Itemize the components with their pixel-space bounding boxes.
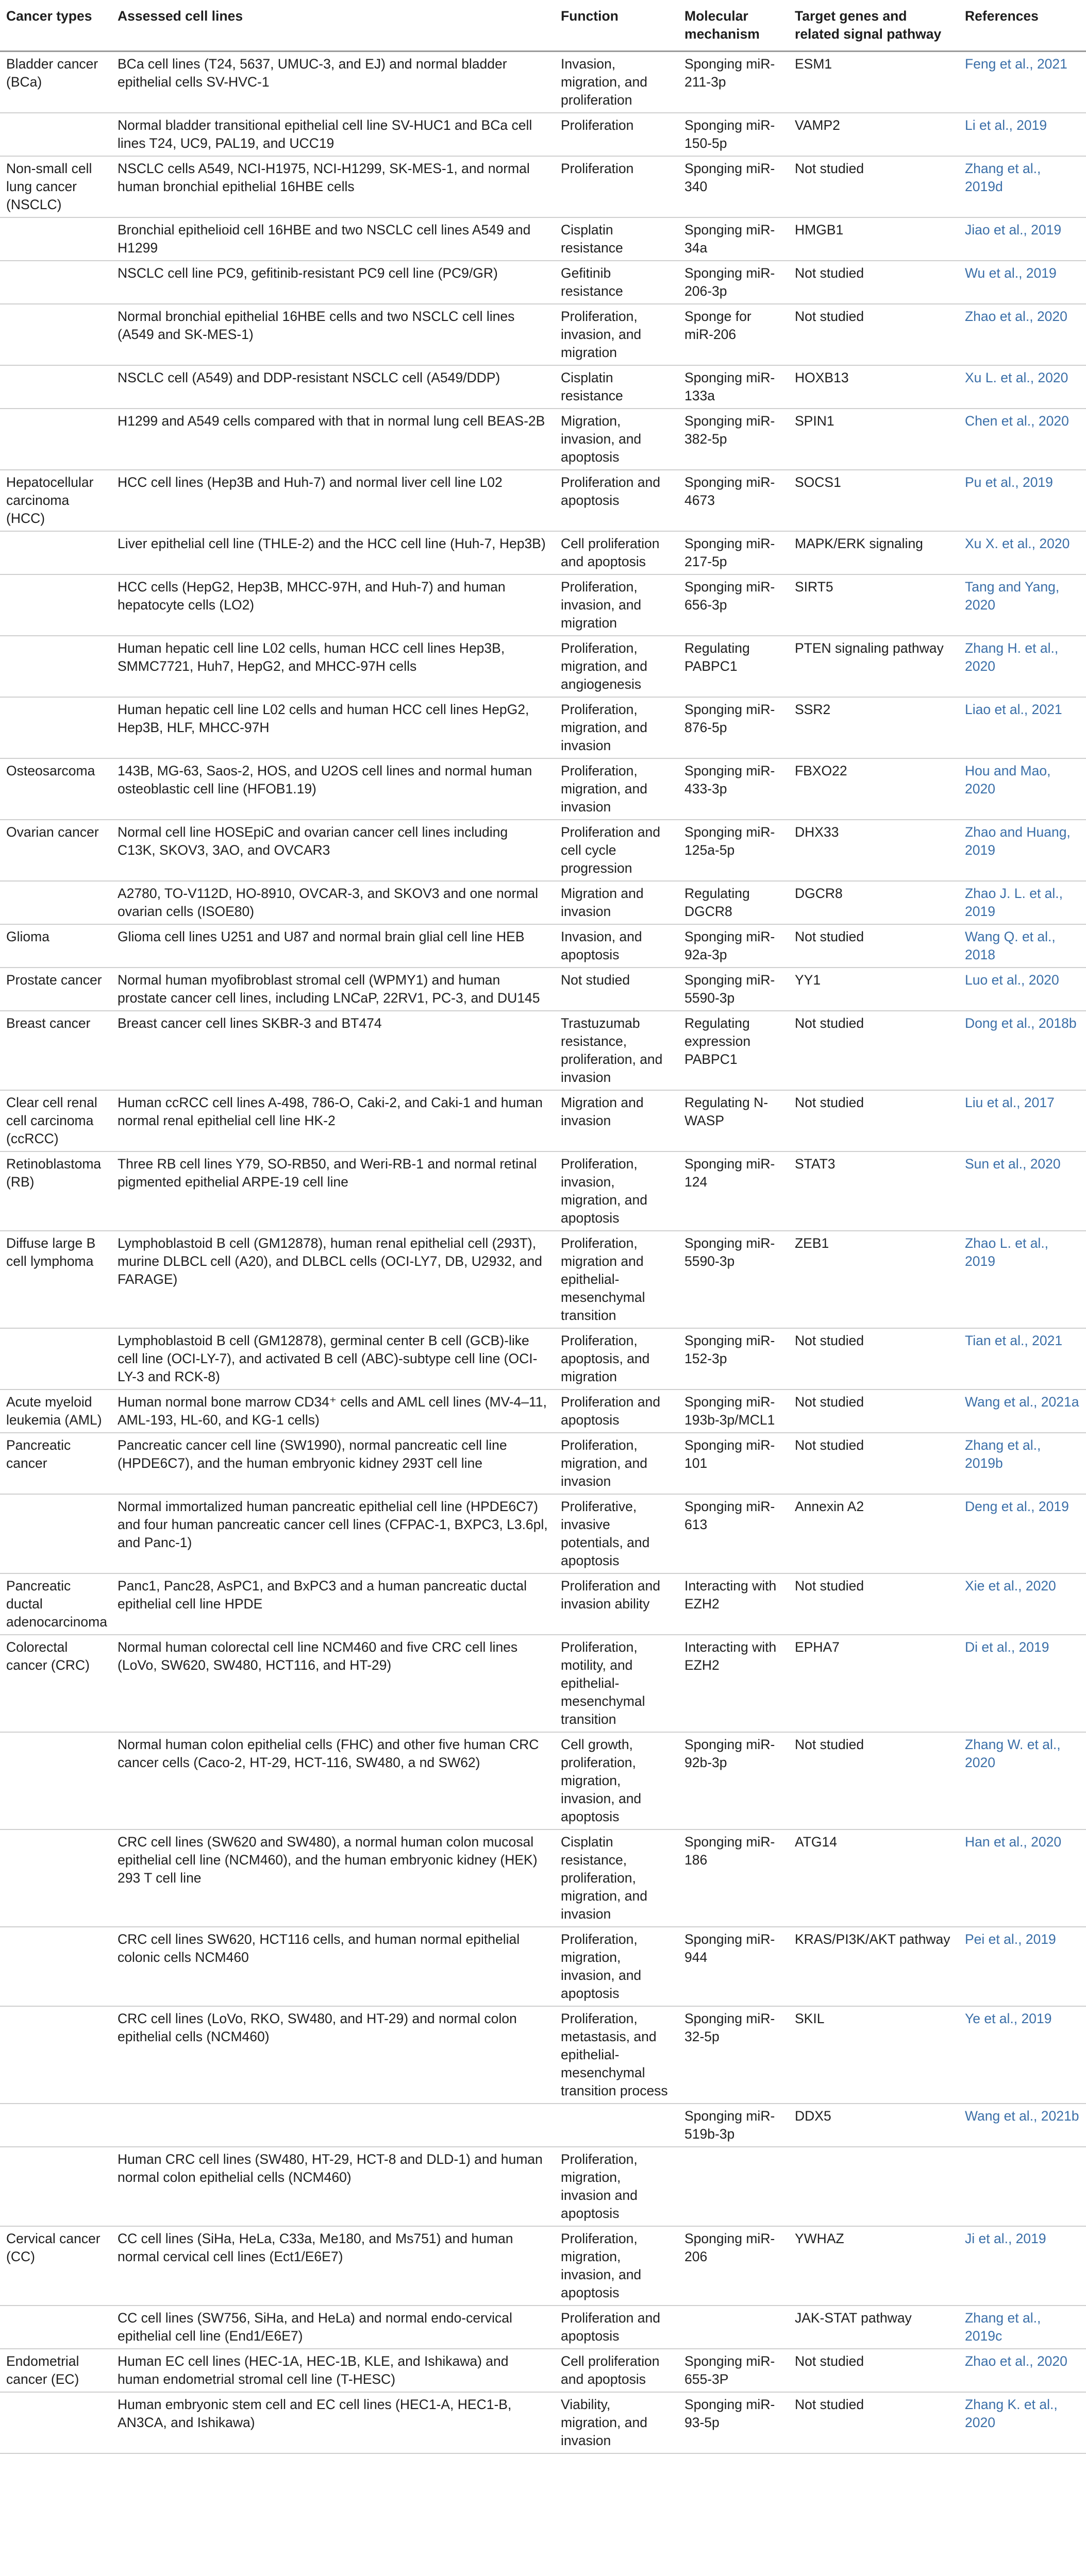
cell-lines-cell: Normal bronchial epithelial 16HBE cells and two NSCLC cell lines (A549 and SK-MES-1) <box>111 304 555 365</box>
mechanism-cell: Sponging miR-206 <box>678 2226 789 2306</box>
mechanism-cell: Sponging miR-34a <box>678 217 789 261</box>
table-row <box>0 2147 1086 2226</box>
cell-lines-cell: Human hepatic cell line L02 cells and human HCC cell lines HepG2, Hep3B, HLF, MHCC-97H <box>111 697 555 758</box>
table-row <box>0 217 1086 261</box>
cancer-type-cell <box>0 1494 111 1573</box>
reference-cell: Xie et al., 2020 <box>959 1573 1086 1635</box>
cell-lines-cell: CC cell lines (SW756, SiHa, and HeLa) and normal endo-cervical epithelial cell line (End1/E6E7) <box>111 2306 555 2349</box>
cell-lines-cell: NSCLC cell (A549) and DDP-resistant NSCLC cell (A549/DDP) <box>111 365 555 409</box>
mechanism-cell: Sponging miR-124 <box>678 1151 789 1231</box>
table-row <box>0 2104 1086 2147</box>
mechanism-cell: Sponging miR-92a-3p <box>678 924 789 968</box>
cancer-type-cell <box>0 1829 111 1927</box>
mechanism-cell: Sponging miR-340 <box>678 156 789 217</box>
function-cell: Proliferation, migration, and angiogenesis <box>555 636 678 697</box>
function-cell: Proliferation, migration, invasion and apoptosis <box>555 2147 678 2226</box>
cancer-type-cell: Cervical cancer (CC) <box>0 2226 111 2306</box>
table-row <box>0 113 1086 156</box>
table-row <box>0 924 1086 968</box>
table-row <box>0 304 1086 365</box>
table-row <box>0 697 1086 758</box>
reference-cell: Wang Q. et al., 2018 <box>959 924 1086 968</box>
table-row <box>0 365 1086 409</box>
function-cell: Migration and invasion <box>555 1090 678 1151</box>
target-gene-cell: Not studied <box>789 1328 959 1389</box>
table-row <box>0 881 1086 924</box>
function-cell: Proliferation, motility, and epithelial-mesenchymal transition <box>555 1635 678 1732</box>
cell-lines-cell: Glioma cell lines U251 and U87 and normal brain glial cell line HEB <box>111 924 555 968</box>
cancer-type-cell: Acute myeloid leukemia (AML) <box>0 1389 111 1433</box>
target-gene-cell: DDX5 <box>789 2104 959 2147</box>
mechanism-cell: Sponging miR-186 <box>678 1829 789 1927</box>
mechanism-cell: Sponging miR-32-5p <box>678 2006 789 2104</box>
cancer-type-cell: Breast cancer <box>0 1011 111 1090</box>
reference-cell: Li et al., 2019 <box>959 113 1086 156</box>
target-gene-cell: ZEB1 <box>789 1231 959 1328</box>
table-row <box>0 2349 1086 2392</box>
cancer-type-cell <box>0 2104 111 2147</box>
function-cell: Invasion, and apoptosis <box>555 924 678 968</box>
table-row <box>0 2006 1086 2104</box>
function-cell: Proliferation, migration, and invasion <box>555 758 678 820</box>
cancer-type-cell <box>0 636 111 697</box>
table-row <box>0 1732 1086 1829</box>
mechanism-cell: Sponge for miR-206 <box>678 304 789 365</box>
reference-cell: Zhao L. et al., 2019 <box>959 1231 1086 1328</box>
header-assessed-cell-lines: Assessed cell lines <box>111 0 555 52</box>
function-cell: Proliferation, invasion, migration, and apoptosis <box>555 1151 678 1231</box>
target-gene-cell: Not studied <box>789 2392 959 2453</box>
target-gene-cell <box>789 2147 959 2226</box>
mechanism-cell: Sponging miR-193b-3p/MCL1 <box>678 1389 789 1433</box>
reference-cell: Zhang et al., 2019c <box>959 2306 1086 2349</box>
function-cell: Not studied <box>555 968 678 1011</box>
reference-cell: Wu et al., 2019 <box>959 261 1086 304</box>
table-row <box>0 1494 1086 1573</box>
table-row <box>0 261 1086 304</box>
mechanism-cell: Sponging miR-655-3P <box>678 2349 789 2392</box>
target-gene-cell: PTEN signaling pathway <box>789 636 959 697</box>
mechanism-cell: Sponging miR-944 <box>678 1927 789 2006</box>
cell-lines-cell: CC cell lines (SiHa, HeLa, C33a, Me180, and Ms751) and human normal cervical cell lines (Ect1/E6E7) <box>111 2226 555 2306</box>
function-cell: Cell proliferation and apoptosis <box>555 531 678 574</box>
function-cell: Cisplatin resistance <box>555 365 678 409</box>
reference-cell: Pu et al., 2019 <box>959 470 1086 531</box>
table-row <box>0 1231 1086 1328</box>
table-row <box>0 2226 1086 2306</box>
function-cell: Cell proliferation and apoptosis <box>555 2349 678 2392</box>
cell-lines-cell <box>111 2104 555 2147</box>
mechanism-cell: Sponging miR-876-5p <box>678 697 789 758</box>
cell-lines-cell: CRC cell lines SW620, HCT116 cells, and human normal epithelial colonic cells NCM460 <box>111 1927 555 2006</box>
function-cell: Viability, migration, and invasion <box>555 2392 678 2453</box>
cell-lines-cell: Normal human colon epithelial cells (FHC) and other five human CRC cancer cells (Caco-2, HT-29, HCT-116, SW480, a nd SW62) <box>111 1732 555 1829</box>
reference-cell: Zhang W. et al., 2020 <box>959 1732 1086 1829</box>
target-gene-cell: Not studied <box>789 304 959 365</box>
mechanism-cell: Sponging miR-125a-5p <box>678 820 789 881</box>
reference-cell: Zhao et al., 2020 <box>959 2349 1086 2392</box>
reference-cell: Xu X. et al., 2020 <box>959 531 1086 574</box>
target-gene-cell: SOCS1 <box>789 470 959 531</box>
target-gene-cell: Not studied <box>789 1011 959 1090</box>
header-row <box>0 0 1086 52</box>
function-cell: Proliferation, apoptosis, and migration <box>555 1328 678 1389</box>
mechanism-cell: Sponging miR-519b-3p <box>678 2104 789 2147</box>
reference-cell: Han et al., 2020 <box>959 1829 1086 1927</box>
function-cell: Proliferation, migration, invasion, and apoptosis <box>555 1927 678 2006</box>
function-cell: Cisplatin resistance <box>555 217 678 261</box>
header-molecular-mechanism: Molecular mechanism <box>678 0 789 52</box>
function-cell: Proliferation, invasion, and migration <box>555 574 678 636</box>
mechanism-cell: Sponging miR-5590-3p <box>678 968 789 1011</box>
cancer-type-cell: Ovarian cancer <box>0 820 111 881</box>
target-gene-cell: SKIL <box>789 2006 959 2104</box>
cell-lines-cell: Normal human myofibroblast stromal cell (WPMY1) and human prostate cancer cell lines, including LNCaP, 22RV1, PC-3, and DU145 <box>111 968 555 1011</box>
target-gene-cell: Not studied <box>789 1389 959 1433</box>
mechanism-cell <box>678 2147 789 2226</box>
cancer-type-cell <box>0 1732 111 1829</box>
cell-lines-cell: Bronchial epithelioid cell 16HBE and two NSCLC cell lines A549 and H1299 <box>111 217 555 261</box>
mechanism-cell: Sponging miR-92b-3p <box>678 1732 789 1829</box>
cell-lines-cell: Human hepatic cell line L02 cells, human HCC cell lines Hep3B, SMMC7721, Huh7, HepG2, and MHCC-97H cells <box>111 636 555 697</box>
target-gene-cell: Not studied <box>789 1732 959 1829</box>
cell-lines-cell: Human EC cell lines (HEC-1A, HEC-1B, KLE, and Ishikawa) and human endometrial stromal cell line (T-HESC) <box>111 2349 555 2392</box>
table-row <box>0 636 1086 697</box>
cell-lines-cell: Lymphoblastoid B cell (GM12878), germinal center B cell (GCB)-like cell line (OCI-LY-7), and activated B cell (ABC)-subtype cell line (OCI-LY-3 and RCK-8) <box>111 1328 555 1389</box>
mechanism-cell: Regulating DGCR8 <box>678 881 789 924</box>
target-gene-cell: Not studied <box>789 1090 959 1151</box>
target-gene-cell: Not studied <box>789 261 959 304</box>
target-gene-cell: Not studied <box>789 924 959 968</box>
cancer-type-cell: Diffuse large B cell lymphoma <box>0 1231 111 1328</box>
function-cell: Proliferation and cell cycle progression <box>555 820 678 881</box>
cell-lines-cell: Normal bladder transitional epithelial cell line SV-HUC1 and BCa cell lines T24, UC9, PAL19, and UCC19 <box>111 113 555 156</box>
cancer-type-cell <box>0 881 111 924</box>
reference-cell: Feng et al., 2021 <box>959 52 1086 113</box>
header-references: References <box>959 0 1086 52</box>
function-cell: Gefitinib resistance <box>555 261 678 304</box>
cancer-type-cell <box>0 2147 111 2226</box>
reference-cell: Ji et al., 2019 <box>959 2226 1086 2306</box>
mechanism-cell: Interacting with EZH2 <box>678 1573 789 1635</box>
function-cell: Proliferative, invasive potentials, and apoptosis <box>555 1494 678 1573</box>
header-target-genes: Target genes and related signal pathway <box>789 0 959 52</box>
target-gene-cell: YY1 <box>789 968 959 1011</box>
mechanism-cell: Sponging miR-211-3p <box>678 52 789 113</box>
reference-cell: Hou and Mao, 2020 <box>959 758 1086 820</box>
reference-cell: Deng et al., 2019 <box>959 1494 1086 1573</box>
cancer-type-cell <box>0 113 111 156</box>
reference-cell: Wang et al., 2021a <box>959 1389 1086 1433</box>
cell-lines-cell: Normal immortalized human pancreatic epithelial cell line (HPDE6C7) and four human pancreatic cancer cell lines (CFPAC-1, BXPC3, L3.6pl, and Panc-1) <box>111 1494 555 1573</box>
reference-cell: Tang and Yang, 2020 <box>959 574 1086 636</box>
target-gene-cell: ATG14 <box>789 1829 959 1927</box>
reference-cell <box>959 2147 1086 2226</box>
cell-lines-cell: HCC cells (HepG2, Hep3B, MHCC-97H, and Huh-7) and human hepatocyte cells (LO2) <box>111 574 555 636</box>
cell-lines-cell: NSCLC cell line PC9, gefitinib-resistant PC9 cell line (PC9/GR) <box>111 261 555 304</box>
table-body <box>0 52 1086 2454</box>
cell-lines-cell: Breast cancer cell lines SKBR-3 and BT474 <box>111 1011 555 1090</box>
target-gene-cell: EPHA7 <box>789 1635 959 1732</box>
function-cell: Cisplatin resistance, proliferation, migration, and invasion <box>555 1829 678 1927</box>
cell-lines-cell: Pancreatic cancer cell line (SW1990), normal pancreatic cell line (HPDE6C7), and the human embryonic kidney 293T cell line <box>111 1433 555 1494</box>
target-gene-cell: KRAS/PI3K/AKT pathway <box>789 1927 959 2006</box>
function-cell: Proliferation <box>555 113 678 156</box>
mechanism-cell: Sponging miR-152-3p <box>678 1328 789 1389</box>
cell-lines-cell: NSCLC cells A549, NCI-H1975, NCI-H1299, SK-MES-1, and normal human bronchial epithelial 16HBE cells <box>111 156 555 217</box>
target-gene-cell: SPIN1 <box>789 409 959 470</box>
reference-cell: Tian et al., 2021 <box>959 1328 1086 1389</box>
cancer-type-cell <box>0 2006 111 2104</box>
function-cell: Proliferation and apoptosis <box>555 1389 678 1433</box>
reference-cell: Zhao et al., 2020 <box>959 304 1086 365</box>
target-gene-cell: HOXB13 <box>789 365 959 409</box>
mechanism-cell: Sponging miR-133a <box>678 365 789 409</box>
table-row <box>0 1389 1086 1433</box>
cancer-type-cell: Clear cell renal cell carcinoma (ccRCC) <box>0 1090 111 1151</box>
table-row <box>0 1829 1086 1927</box>
table-row <box>0 968 1086 1011</box>
cancer-type-cell: Prostate cancer <box>0 968 111 1011</box>
function-cell: Proliferation, migration, invasion, and apoptosis <box>555 2226 678 2306</box>
cancer-type-cell <box>0 574 111 636</box>
cell-lines-cell: CRC cell lines (SW620 and SW480), a normal human colon mucosal epithelial cell line (NCM460), and the human embryonic kidney (HEK) 293 T cell line <box>111 1829 555 1927</box>
mechanism-cell: Sponging miR-101 <box>678 1433 789 1494</box>
reference-cell: Zhang et al., 2019b <box>959 1433 1086 1494</box>
target-gene-cell: Not studied <box>789 2349 959 2392</box>
target-gene-cell: SSR2 <box>789 697 959 758</box>
cancer-type-cell: Hepatocellular carcinoma (HCC) <box>0 470 111 531</box>
cancer-type-cell: Bladder cancer (BCa) <box>0 52 111 113</box>
reference-cell: Zhao and Huang, 2019 <box>959 820 1086 881</box>
table-row <box>0 409 1086 470</box>
cell-lines-cell: 143B, MG-63, Saos-2, HOS, and U2OS cell lines and normal human osteoblastic cell line (HFOB1.19) <box>111 758 555 820</box>
cancer-type-cell <box>0 261 111 304</box>
reference-cell: Dong et al., 2018b <box>959 1011 1086 1090</box>
cell-lines-cell: Panc1, Panc28, AsPC1, and BxPC3 and a human pancreatic ductal epithelial cell line HPDE <box>111 1573 555 1635</box>
reference-cell: Zhao J. L. et al., 2019 <box>959 881 1086 924</box>
cell-lines-cell: Normal cell line HOSEpiC and ovarian cancer cell lines including C13K, SKOV3, 3AO, and OVCAR3 <box>111 820 555 881</box>
function-cell <box>555 2104 678 2147</box>
table-row <box>0 531 1086 574</box>
reference-cell: Zhang H. et al., 2020 <box>959 636 1086 697</box>
cancer-type-cell: Osteosarcoma <box>0 758 111 820</box>
cancer-type-cell: Glioma <box>0 924 111 968</box>
reference-cell: Xu L. et al., 2020 <box>959 365 1086 409</box>
cell-lines-cell: BCa cell lines (T24, 5637, UMUC-3, and EJ) and normal bladder epithelial cells SV-HVC-1 <box>111 52 555 113</box>
table-row <box>0 1328 1086 1389</box>
target-gene-cell: HMGB1 <box>789 217 959 261</box>
mechanism-cell <box>678 2306 789 2349</box>
cancer-type-cell <box>0 1328 111 1389</box>
target-gene-cell: Annexin A2 <box>789 1494 959 1573</box>
table-row <box>0 820 1086 881</box>
function-cell: Migration, invasion, and apoptosis <box>555 409 678 470</box>
table-row <box>0 1635 1086 1732</box>
reference-cell: Zhang et al., 2019d <box>959 156 1086 217</box>
cell-lines-cell: Three RB cell lines Y79, SO-RB50, and Weri-RB-1 and normal retinal pigmented epithelial ARPE-19 cell line <box>111 1151 555 1231</box>
table-row <box>0 1573 1086 1635</box>
function-cell: Invasion, migration, and proliferation <box>555 52 678 113</box>
function-cell: Proliferation, migration, and invasion <box>555 697 678 758</box>
table-row <box>0 52 1086 113</box>
target-gene-cell: VAMP2 <box>789 113 959 156</box>
cancer-type-cell: Colorectal cancer (CRC) <box>0 1635 111 1732</box>
table-row <box>0 156 1086 217</box>
reference-cell: Luo et al., 2020 <box>959 968 1086 1011</box>
cell-lines-cell: Human ccRCC cell lines A-498, 786-O, Caki-2, and Caki-1 and human normal renal epithelial cell line HK-2 <box>111 1090 555 1151</box>
cancer-type-cell: Pancreatic cancer <box>0 1433 111 1494</box>
reference-cell: Liao et al., 2021 <box>959 697 1086 758</box>
function-cell: Proliferation, invasion, and migration <box>555 304 678 365</box>
cell-lines-cell: Human normal bone marrow CD34⁺ cells and AML cell lines (MV-4–11, AML-193, HL-60, and KG-1 cells) <box>111 1389 555 1433</box>
header-cancer-types: Cancer types <box>0 0 111 52</box>
reference-cell: Sun et al., 2020 <box>959 1151 1086 1231</box>
reference-cell: Di et al., 2019 <box>959 1635 1086 1732</box>
function-cell: Proliferation, migration and epithelial-mesenchymal transition <box>555 1231 678 1328</box>
mechanism-cell: Sponging miR-217-5p <box>678 531 789 574</box>
cancer-type-cell <box>0 217 111 261</box>
target-gene-cell: Not studied <box>789 1573 959 1635</box>
target-gene-cell: JAK-STAT pathway <box>789 2306 959 2349</box>
function-cell: Proliferation <box>555 156 678 217</box>
target-gene-cell: Not studied <box>789 156 959 217</box>
reference-cell: Ye et al., 2019 <box>959 2006 1086 2104</box>
table-row <box>0 758 1086 820</box>
reference-cell: Jiao et al., 2019 <box>959 217 1086 261</box>
cancer-type-cell <box>0 365 111 409</box>
table-row <box>0 1011 1086 1090</box>
mechanism-cell: Regulating PABPC1 <box>678 636 789 697</box>
function-cell: Proliferation, migration, and invasion <box>555 1433 678 1494</box>
target-gene-cell: YWHAZ <box>789 2226 959 2306</box>
mechanism-cell: Sponging miR-93-5p <box>678 2392 789 2453</box>
cancer-type-cell <box>0 1927 111 2006</box>
mechanism-cell: Sponging miR-206-3p <box>678 261 789 304</box>
target-gene-cell: DGCR8 <box>789 881 959 924</box>
reference-cell: Zhang K. et al., 2020 <box>959 2392 1086 2453</box>
cancer-type-cell <box>0 2392 111 2453</box>
target-gene-cell: STAT3 <box>789 1151 959 1231</box>
function-cell: Cell growth, proliferation, migration, invasion, and apoptosis <box>555 1732 678 1829</box>
mechanism-cell: Sponging miR-4673 <box>678 470 789 531</box>
table-row <box>0 1151 1086 1231</box>
cell-lines-cell: Human embryonic stem cell and EC cell lines (HEC1-A, HEC1-B, AN3CA, and Ishikawa) <box>111 2392 555 2453</box>
reference-cell: Liu et al., 2017 <box>959 1090 1086 1151</box>
cancer-type-cell: Non-small cell lung cancer (NSCLC) <box>0 156 111 217</box>
table-row <box>0 2392 1086 2453</box>
reference-cell: Chen et al., 2020 <box>959 409 1086 470</box>
function-cell: Proliferation, metastasis, and epithelial-mesenchymal transition process <box>555 2006 678 2104</box>
table-row <box>0 574 1086 636</box>
header-function: Function <box>555 0 678 52</box>
table-row <box>0 1090 1086 1151</box>
cell-lines-cell: HCC cell lines (Hep3B and Huh-7) and normal liver cell line L02 <box>111 470 555 531</box>
cell-lines-cell: A2780, TO-V112D, HO-8910, OVCAR-3, and SKOV3 and one normal ovarian cells (ISOE80) <box>111 881 555 924</box>
cell-lines-cell: Lymphoblastoid B cell (GM12878), human renal epithelial cell (293T), murine DLBCL cell (A20), and DLBCL cells (OCI-LY7, DB, U2932, and FARAGE) <box>111 1231 555 1328</box>
target-gene-cell: DHX33 <box>789 820 959 881</box>
mechanism-cell: Regulating expression PABPC1 <box>678 1011 789 1090</box>
target-gene-cell: FBXO22 <box>789 758 959 820</box>
function-cell: Proliferation and apoptosis <box>555 470 678 531</box>
function-cell: Proliferation and apoptosis <box>555 2306 678 2349</box>
mechanism-cell: Sponging miR-433-3p <box>678 758 789 820</box>
cancer-type-cell: Pancreatic ductal adenocarcinoma <box>0 1573 111 1635</box>
table-row <box>0 1433 1086 1494</box>
cancer-type-cell <box>0 531 111 574</box>
function-cell: Trastuzumab resistance, proliferation, and invasion <box>555 1011 678 1090</box>
target-gene-cell: MAPK/ERK signaling <box>789 531 959 574</box>
function-cell: Proliferation and invasion ability <box>555 1573 678 1635</box>
cancer-type-cell <box>0 2306 111 2349</box>
cancer-type-cell: Retinoblastoma (RB) <box>0 1151 111 1231</box>
mechanism-cell: Sponging miR-656-3p <box>678 574 789 636</box>
mechanism-cell: Regulating N-WASP <box>678 1090 789 1151</box>
mechanism-cell: Sponging miR-5590-3p <box>678 1231 789 1328</box>
cell-lines-cell: Liver epithelial cell line (THLE-2) and the HCC cell line (Huh-7, Hep3B) <box>111 531 555 574</box>
mechanism-cell: Interacting with EZH2 <box>678 1635 789 1732</box>
mechanism-cell: Sponging miR-150-5p <box>678 113 789 156</box>
target-gene-cell: ESM1 <box>789 52 959 113</box>
cancer-type-cell <box>0 409 111 470</box>
cell-lines-cell: CRC cell lines (LoVo, RKO, SW480, and HT-29) and normal colon epithelial cells (NCM460) <box>111 2006 555 2104</box>
mechanism-cell: Sponging miR-382-5p <box>678 409 789 470</box>
table-header <box>0 0 1086 52</box>
cell-lines-cell: Normal human colorectal cell line NCM460 and five CRC cell lines (LoVo, SW620, SW480, HCT116, and HT-29) <box>111 1635 555 1732</box>
cancer-type-cell: Endometrial cancer (EC) <box>0 2349 111 2392</box>
cell-lines-cell: H1299 and A549 cells compared with that in normal lung cell BEAS-2B <box>111 409 555 470</box>
reference-cell: Pei et al., 2019 <box>959 1927 1086 2006</box>
cancer-type-cell <box>0 304 111 365</box>
table-row <box>0 1927 1086 2006</box>
table-row <box>0 470 1086 531</box>
target-gene-cell: Not studied <box>789 1433 959 1494</box>
mechanism-cell: Sponging miR-613 <box>678 1494 789 1573</box>
target-gene-cell: SIRT5 <box>789 574 959 636</box>
reference-cell: Wang et al., 2021b <box>959 2104 1086 2147</box>
cell-lines-cell: Human CRC cell lines (SW480, HT-29, HCT-8 and DLD-1) and human normal colon epithelial cells (NCM460) <box>111 2147 555 2226</box>
cancer-type-cell <box>0 697 111 758</box>
function-cell: Migration and invasion <box>555 881 678 924</box>
table-row <box>0 2306 1086 2349</box>
